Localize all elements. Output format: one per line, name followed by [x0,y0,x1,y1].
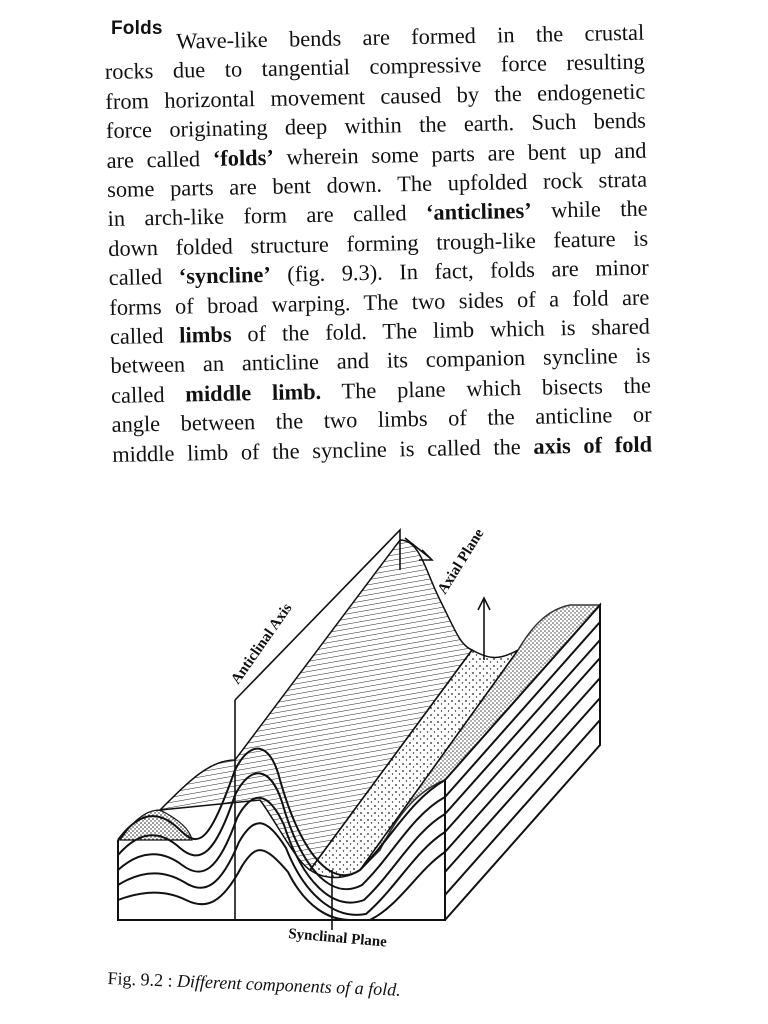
line-text: called [108,263,179,291]
bold-term: ‘anticlines’ [425,198,532,226]
line-text: angle between the two limbs of the anticline or [111,401,652,438]
bold-term: ‘folds’ [212,144,274,171]
line-text: from horizontal movement caused by the endogenetic [105,78,646,114]
figure-caption-text: Different components of a fold. [176,970,402,1000]
line-text: rocks due to tangential compressive force resulting [104,49,645,85]
bold-term: limbs [179,321,232,348]
section-heading: Folds [111,18,163,39]
bold-term: middle limb. [185,378,322,407]
line-text: Wave-like bends are formed in the crustal [176,19,645,54]
line-text: some parts are bent down. The upfolded rock strata [106,166,648,202]
anticlinal-axis-label: Anticlinal Axis [228,600,296,688]
line-text: (fig. 9.3). In fact, folds are minor [270,254,649,288]
axial-plane-label: Axial Plane [434,526,488,598]
line-text: while the [531,196,648,224]
body-paragraph [104,18,652,469]
figure-number: Fig. 9.2 : [107,968,173,991]
fold-diagram [100,510,620,950]
synclinal-plane-label: Synclinal Plane [287,926,388,950]
line-text: of the fold. The limb which is shared [231,313,651,347]
fold-block-diagram-svg [100,510,620,950]
line-text: forms of broad warping. The two sides of a fold are [109,284,650,320]
line-text: wherein some parts are bent up and [273,137,647,170]
figure-caption [107,968,401,1001]
bold-term: axis of fold [533,431,653,459]
line-text: down folded structure forming trough-like feature is [107,225,649,261]
line-text: called [110,381,186,408]
bold-term: ‘syncline’ [178,262,272,289]
line-text: between an anticline and its companion syncline is [110,343,651,379]
line-text: The plane which bisects the [320,372,652,404]
line-text: middle limb of the syncline is called the [111,433,534,467]
line-text: in arch-like form are called [107,200,427,232]
line-text: are called [106,145,214,173]
line-text: called [109,322,180,350]
line-text: force originating deep within the earth. Such bends [105,107,647,144]
